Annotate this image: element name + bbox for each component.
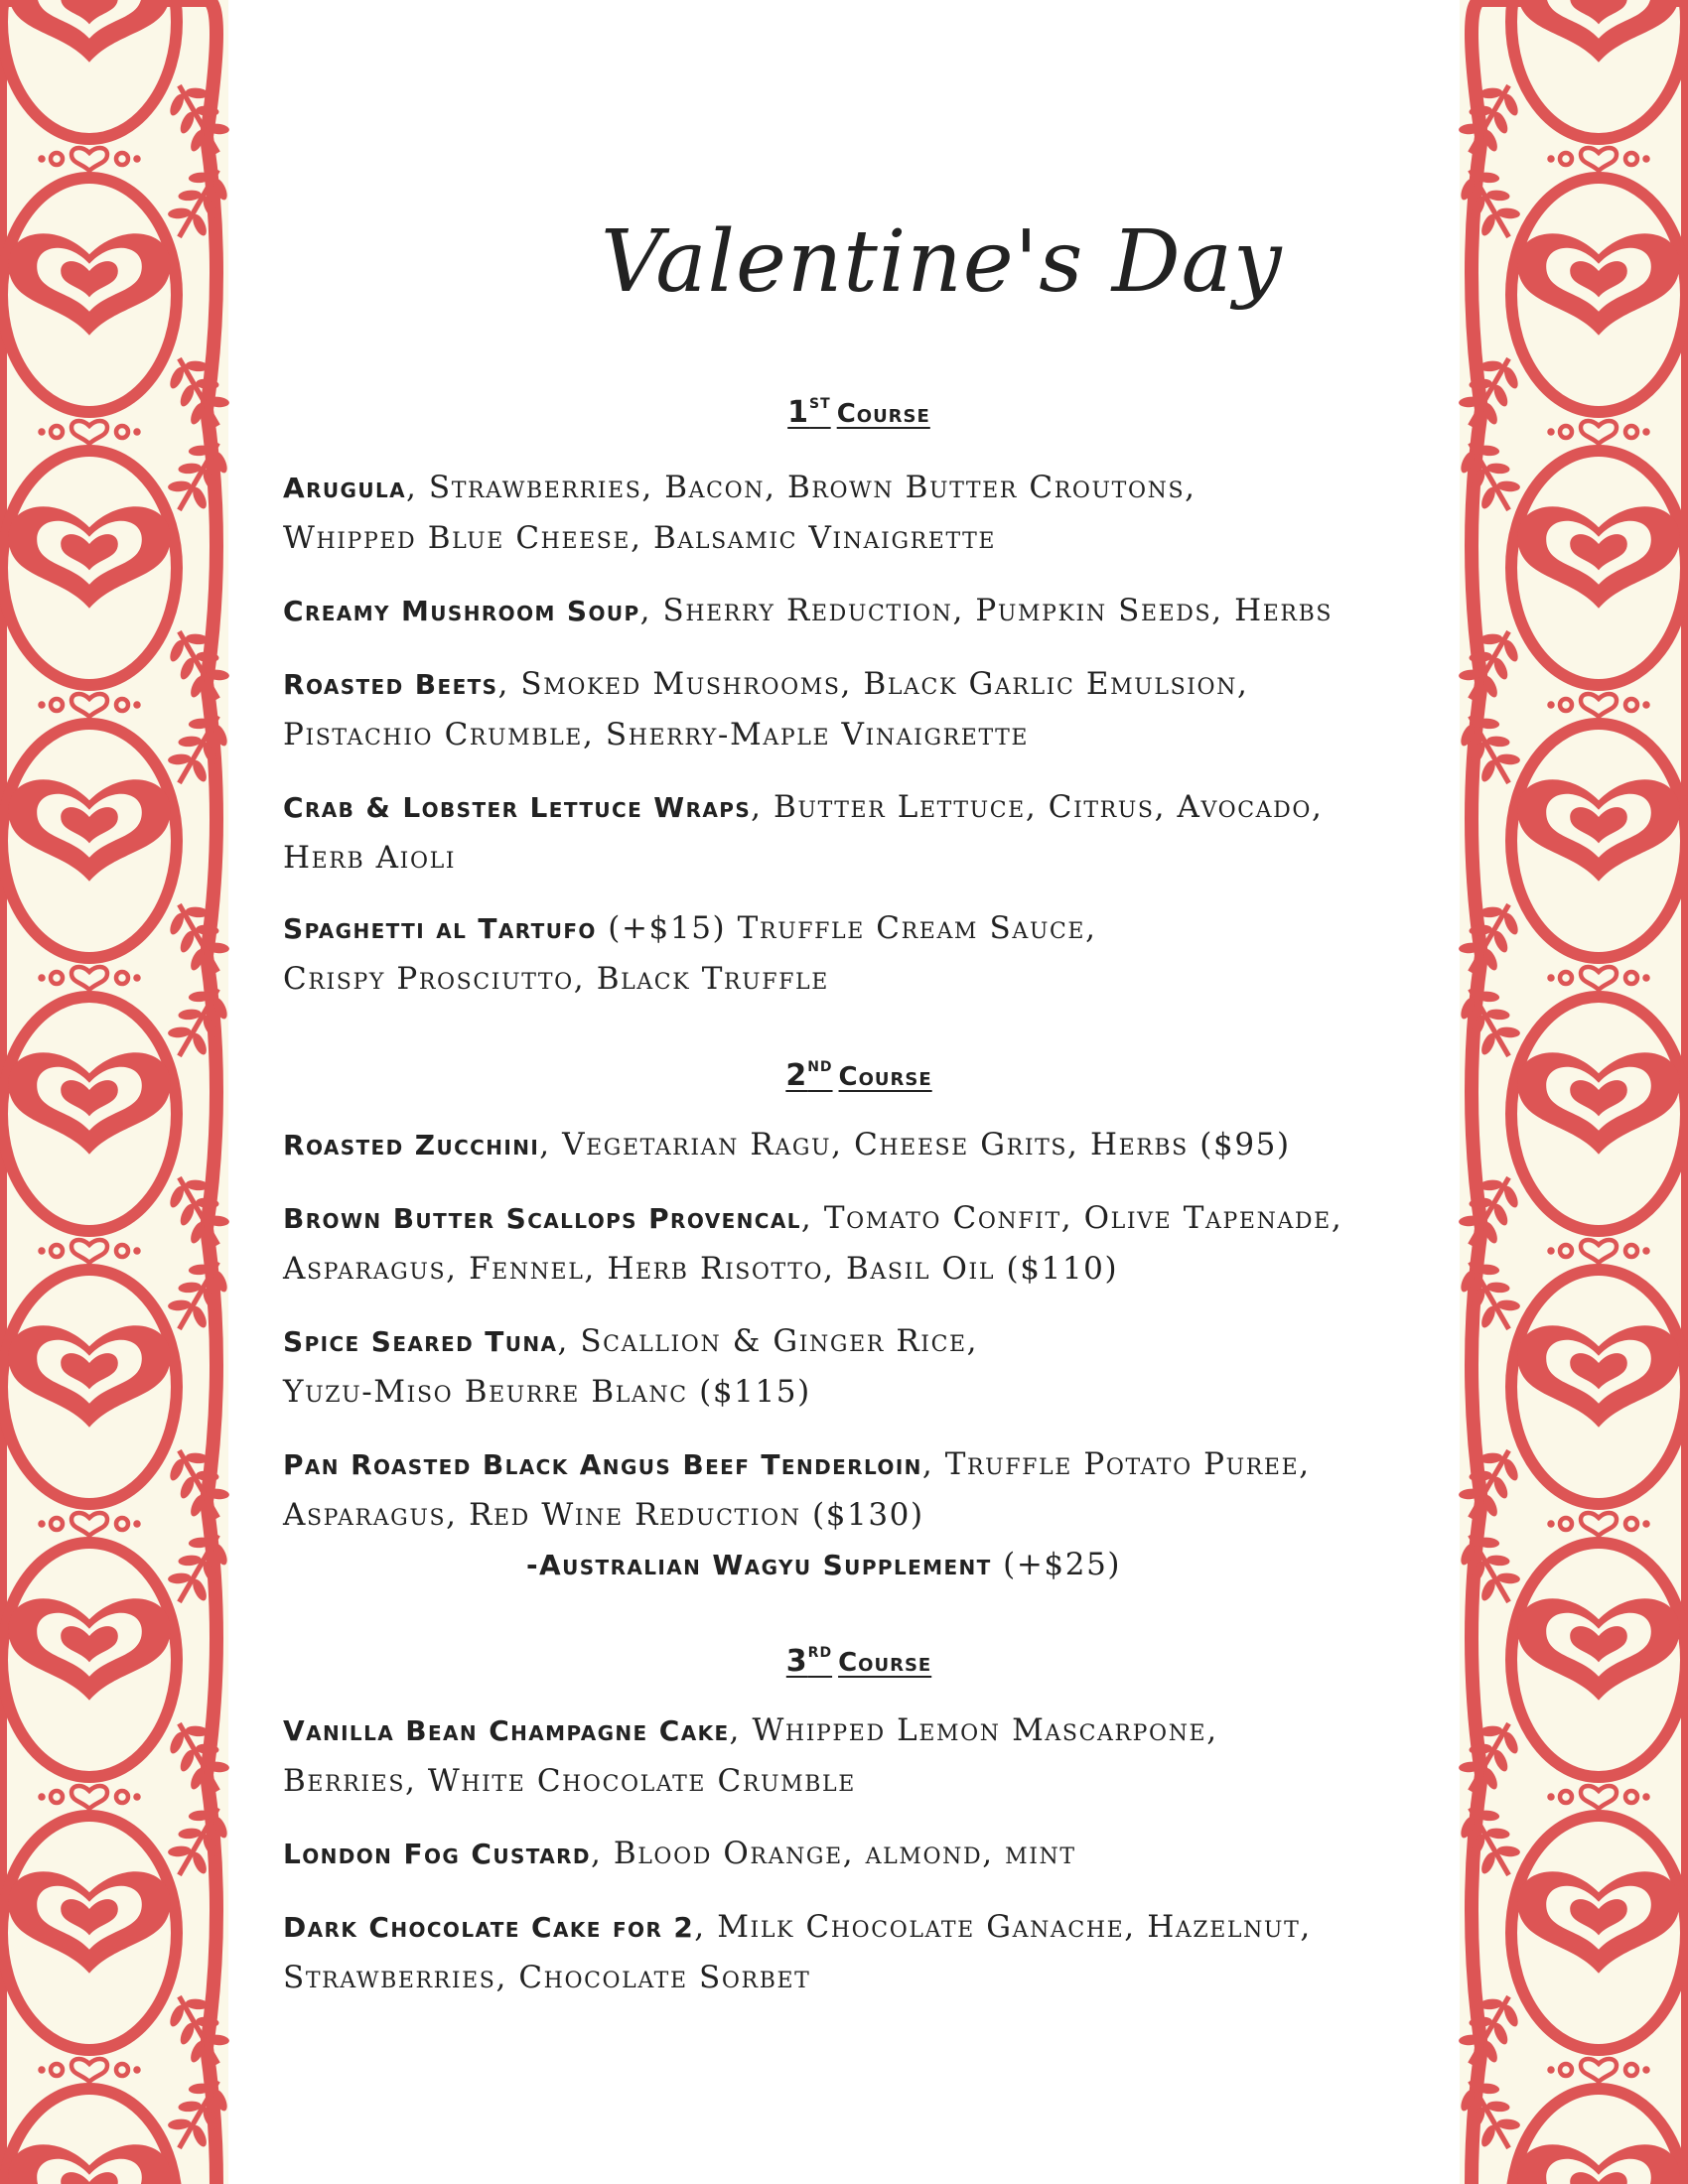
menu-title [581,174,1283,352]
right-heart-border [1460,0,1688,2184]
menu-item: Roasted Zucchini, Vegetarian Ragu, Cheese Grits, Herbs ($95) [283,1127,1291,1162]
menu-item: Arugula, Strawberries, Bacon, Brown Butter Croutons, Whipped Blue Cheese, Balsamic Vinaigrette [283,470,1196,556]
course-heading-1: 1ST Course [787,395,930,430]
left-heart-border [0,0,228,2184]
course-heading-2: 2ND Course [785,1058,932,1093]
script-title-graphic [581,174,1283,352]
svg-text:Valentine's Day: Valentine's Day [601,212,1283,312]
menu-item: Spice Seared Tuna, Scallion & Ginger Rice, Yuzu-Miso Beurre Blanc ($115) [283,1323,979,1410]
course-heading-3: 3RD Course [785,1644,932,1679]
menu-item: Creamy Mushroom Soup, Sherry Reduction, Pumpkin Seeds, Herbs [283,593,1334,628]
menu-content [283,0,1435,2184]
menu-item: Vanilla Bean Champagne Cake, Whipped Lemon Mascarpone, Berries, White Chocolate Crumble [283,1712,1218,1799]
menu-item: Roasted Beets, Smoked Mushrooms, Black Garlic Emulsion, Pistachio Crumble, Sherry-Maple Vinaigrette [283,666,1249,752]
menu-item: Pan Roasted Black Angus Beef Tenderloin, Truffle Potato Puree, Asparagus, Red Wine Reduction ($130) -Australian Wagyu Supplement (+$25) [283,1446,1311,1582]
menu-item: Brown Butter Scallops Provencal, Tomato Confit, Olive Tapenade, Asparagus, Fennel, Herb Risotto, Basil Oil ($110) [283,1200,1343,1287]
menu-item: London Fog Custard, Blood Orange, almond, mint [283,1836,1076,1871]
menu-item: Dark Chocolate Cake for 2, Milk Chocolate Ganache, Hazelnut, Strawberries, Chocolate Sorbet [283,1909,1312,1995]
menu-item: Spaghetti al Tartufo (+$15) Truffle Cream Sauce, Crispy Prosciutto, Black Truffle [283,910,1097,997]
menu-item: Crab & Lobster Lettuce Wraps, Butter Lettuce, Citrus, Avocado, Herb Aioli [283,789,1324,876]
